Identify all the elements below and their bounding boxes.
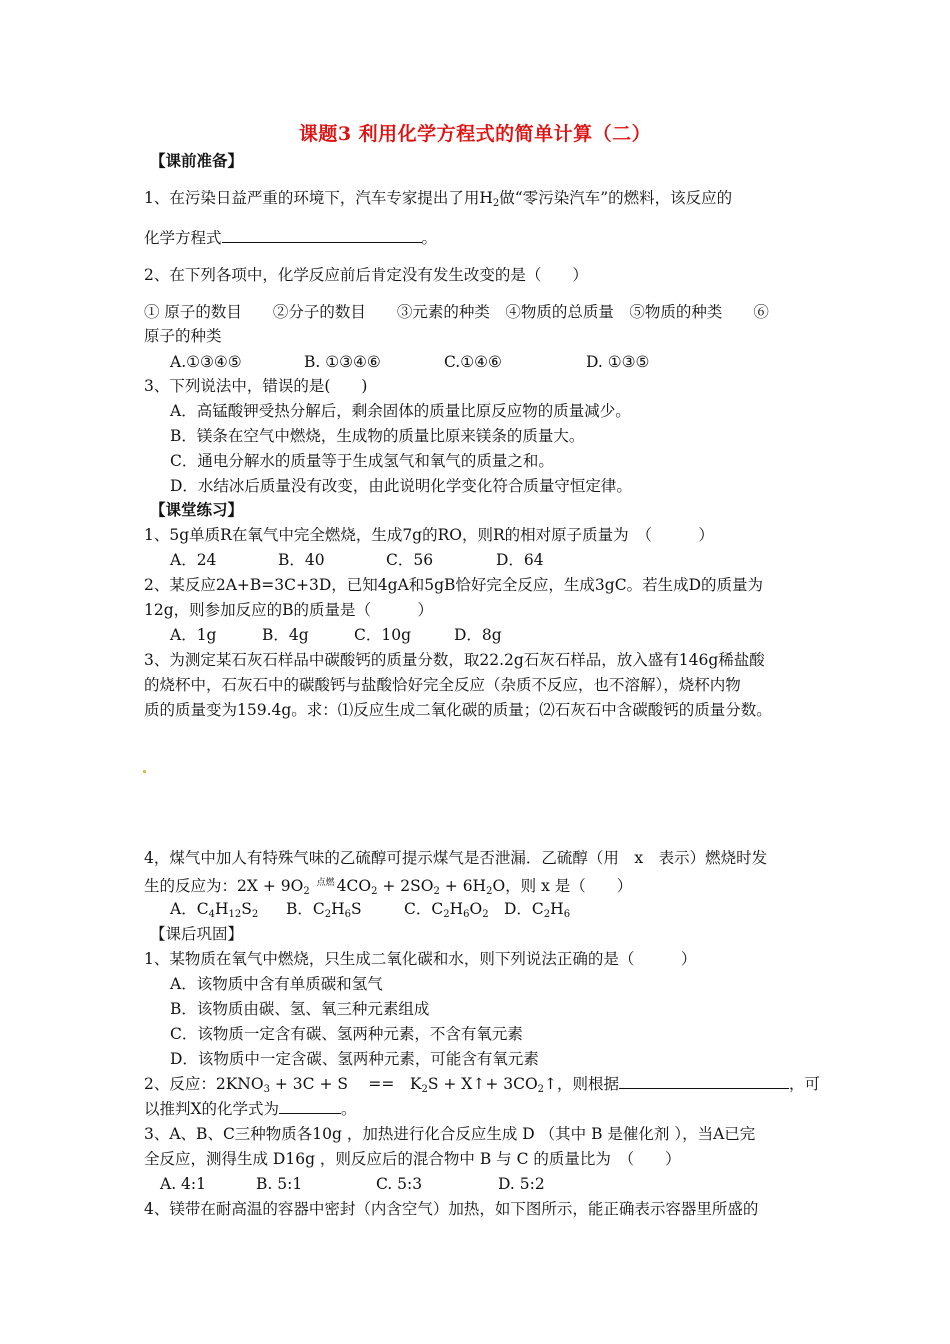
after-q1-option-c: C．该物质一定含有碳、氢两种元素，不含有氧元素 <box>170 1025 523 1043</box>
pre-q3-option-b: B．镁条在空气中燃烧，生成物的质量比原来镁条的质量大。 <box>170 427 585 445</box>
after-q1-option-d: D．该物质中一定含碳、氢两种元素，可能含有氧元素 <box>170 1050 539 1068</box>
stray-mark <box>143 770 146 773</box>
pre-q3-option-d: D．水结冰后质量没有改变，由此说明化学变化符合质量守恒定律。 <box>170 477 632 495</box>
class-q3-line2: 的烧杯中，石灰石中的碳酸钙与盐酸恰好完全反应（杂质不反应，也不溶解），烧杯内物 <box>144 676 741 694</box>
option-a: A．$C_4H_{12}S_2$ <box>170 900 259 920</box>
section-classroom: 【课堂练习】 <box>150 500 244 519</box>
class-q1-options <box>170 550 544 570</box>
option: A. 4:1 <box>160 1175 206 1193</box>
option: D．64 <box>496 551 544 569</box>
class-q4-line1: 4，煤气中加人有特殊气味的乙硫醇可提示煤气是否泄漏．乙硫醇（用 x 表示）燃烧时发 <box>144 849 768 867</box>
pre-q2-options <box>170 352 649 372</box>
pre-q3: 3、下列说法中，错误的是( ) <box>144 377 368 395</box>
option: C．10g <box>354 626 412 644</box>
after-q1-option-a: A．该物质中含有单质碳和氢气 <box>170 975 383 993</box>
option: B．4g <box>262 626 309 644</box>
option-c: C．$C_2H_6O_2$ <box>404 900 489 920</box>
pre-q2: 2、在下列各项中，化学反应前后肯定没有发生改变的是（ ） <box>144 266 588 284</box>
class-q2-options <box>170 625 502 645</box>
page-title: 课题3 利用化学方程式的简单计算（二） <box>298 123 652 145</box>
pre-q2-items-line2: 原子的种类 <box>144 327 222 345</box>
option-b: B．$C_2H_6S$ <box>286 900 362 920</box>
option: C.①④⑥ <box>444 353 502 371</box>
class-q3-line3: 质的质量变为159.4g。求：⑴反应生成二氧化碳的质量；⑵石灰石中含碳酸钙的质量分数。 <box>144 701 772 719</box>
option: A．1g <box>170 626 217 644</box>
after-q3-options <box>160 1174 545 1194</box>
option: B. 5:1 <box>256 1175 303 1193</box>
pre-q3-option-a: A．高锰酸钾受热分解后，剩余固体的质量比原反应物的质量减少。 <box>170 402 631 420</box>
class-q1: 1、5g单质R在氧气中完全燃烧，生成7g的RO，则R的相对原子质量为 （ ） <box>144 526 714 544</box>
section-pre-class: 【课前准备】 <box>150 151 244 170</box>
after-q1: 1、某物质在氧气中燃烧，只生成二氧化碳和水，则下列说法正确的是（ ） <box>144 950 697 968</box>
option: B. ①③④⑥ <box>304 353 381 371</box>
after-q3-line2: 全反应，测得生成 D16g ，则反应后的混合物中 B 与 C 的质量比为 （ ） <box>144 1150 681 1168</box>
option: C．56 <box>386 551 434 569</box>
after-q3-line1: 3、A、B、C三种物质各10g ，加热进行化合反应生成 D （其中 B 是催化剂 ），当A已完 <box>144 1125 756 1143</box>
pre-q1-line1: 1、在污染日益严重的环境下，汽车专家提出了用$H_2$做“零污染汽车”的燃料，该反应的 <box>144 189 733 209</box>
after-q1-option-b: B．该物质由碳、氢、氧三种元素组成 <box>170 1000 430 1018</box>
option-d: D．$C_2H_6$ <box>504 900 571 920</box>
class-q4-line2: 生的反应为：$2X + 9O_2$ $^{点燃}$ $4CO_2 + 2SO_2 + 6H_2O$，则 x 是（ ） <box>144 877 633 897</box>
option: D. 5:2 <box>498 1175 545 1193</box>
after-q2-line2: 以推判X的化学式为 。 <box>144 1100 357 1118</box>
section-after-class: 【课后巩固】 <box>150 925 244 943</box>
option: D．8g <box>454 626 502 644</box>
answer-blank-equation[interactable] <box>222 228 422 243</box>
option: B．40 <box>278 551 325 569</box>
after-q4-line1: 4、镁带在耐高温的容器中密封（内含空气）加热，如下图所示，能正确表示容器里所盛的 <box>144 1200 759 1218</box>
pre-q1-line2: 化学方程式 。 <box>144 229 438 247</box>
pre-q2-items-line1: ① 原子的数目 ②分子的数目 ③元素的种类 ④物质的总质量 ⑤物质的种类 ⑥ <box>144 303 769 321</box>
class-q2-line1: 2、某反应2A+B=3C+3D，已知4gA和5gB恰好完全反应，生成3gC。若生成D的质量为 <box>144 576 764 594</box>
option: D. ①③⑤ <box>586 353 650 371</box>
option: C. 5:3 <box>376 1175 423 1193</box>
class-q2-line2: 12g，则参加反应的B的质量是（ ） <box>144 601 434 619</box>
class-q4-options <box>170 899 570 925</box>
pre-q3-option-c: C．通电分解水的质量等于生成氢气和氧气的质量之和。 <box>170 452 554 470</box>
answer-blank-formula[interactable] <box>279 1099 341 1114</box>
class-q3-line1: 3、为测定某石灰石样品中碳酸钙的质量分数，取22.2g石灰石样品，放入盛有146g稀盐酸 <box>144 651 765 669</box>
option: A．24 <box>170 551 217 569</box>
answer-blank-basis[interactable] <box>619 1074 789 1089</box>
option: A.①③④⑤ <box>170 353 242 371</box>
after-q2-line1: 2、反应：$2KNO_3 + 3C + S$ == $K_2S$ + X↑+ $3CO_2↑$，则根据 ，可 <box>144 1075 821 1095</box>
